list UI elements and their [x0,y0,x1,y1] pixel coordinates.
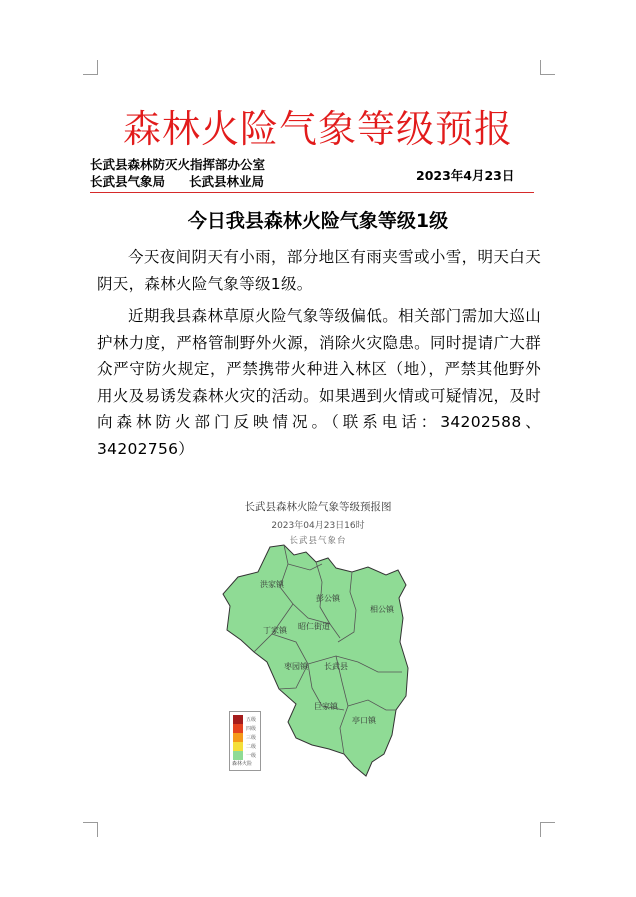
legend-swatch [233,733,243,742]
town-label-dingjia: 丁家镇 [263,626,287,635]
legend-level-3 [233,733,259,742]
town-label-tingkou: 亭口镇 [352,716,376,725]
town-label-jujia: 巨家镇 [314,702,338,711]
legend-label: 三级 [246,735,257,741]
issuer-line-2 [90,172,264,190]
town-label-zaoyuan: 枣园镇 [284,662,308,671]
map-timestamp: 2023年04月23日16时 [271,521,365,531]
map-source: 长武县气象台 [289,536,347,546]
legend-label: 四级 [246,726,257,732]
town-label-hongjia: 洪家镇 [260,580,284,589]
legend-caption: 森林火险 [232,761,253,767]
legend-level-5 [233,715,259,724]
legend-level-4 [233,724,259,733]
advisory-paragraph: 近期我县森林草原火险气象等级偏低。相关部门需加大巡山护林力度，严格管制野外火源，消除火灾隐患。同时提请广大群众严守防火规定，严禁携带火种进入林区（地），严禁其他野外用火及易诱发森林火灾的活动。如果遇到火情或可疑情况，及时向森林防火部门反映情况。（联系电话：34202588、34202756） [97,307,541,458]
legend-level-2 [233,742,259,751]
legend-swatch [233,751,243,760]
town-label-xianggong: 相公镇 [370,605,394,614]
issuer-line-1: 长武县森林防灭火指挥部办公室 [90,157,266,172]
legend-label: 五级 [246,717,257,723]
town-label-penggong: 彭公镇 [316,594,340,603]
issuer-forestry-bureau: 长武县林业局 [189,174,265,189]
section-heading: 今日我县森林火险气象等级1级 [187,210,449,232]
legend-label: 一级 [246,753,257,759]
town-label-changwu: 长武县 [324,662,348,671]
crop-mark-top-left [83,60,98,75]
map-legend [229,711,261,771]
crop-mark-bottom-right [540,822,555,837]
legend-label: 二级 [246,744,257,750]
issuer-meteorological-bureau: 长武县气象局 [90,174,166,189]
crop-mark-bottom-left [83,822,98,837]
crop-mark-top-right [540,60,555,75]
legend-swatch [233,715,243,724]
document-title: 森林火险气象等级预报 [122,107,513,151]
issue-date: 2023年4月23日 [416,168,515,183]
legend-swatch [233,724,243,733]
town-label-zhaoren: 昭仁街道 [298,622,330,631]
legend-level-1 [233,751,259,760]
legend-swatch [233,742,243,751]
header-divider [90,192,534,193]
forecast-map [218,492,418,792]
map-title: 长武县森林火险气象等级预报图 [244,501,392,513]
forecast-paragraph: 今天夜间阴天有小雨，部分地区有雨夹雪或小雪，明天白天阴天，森林火险气象等级1级。 [97,248,541,293]
